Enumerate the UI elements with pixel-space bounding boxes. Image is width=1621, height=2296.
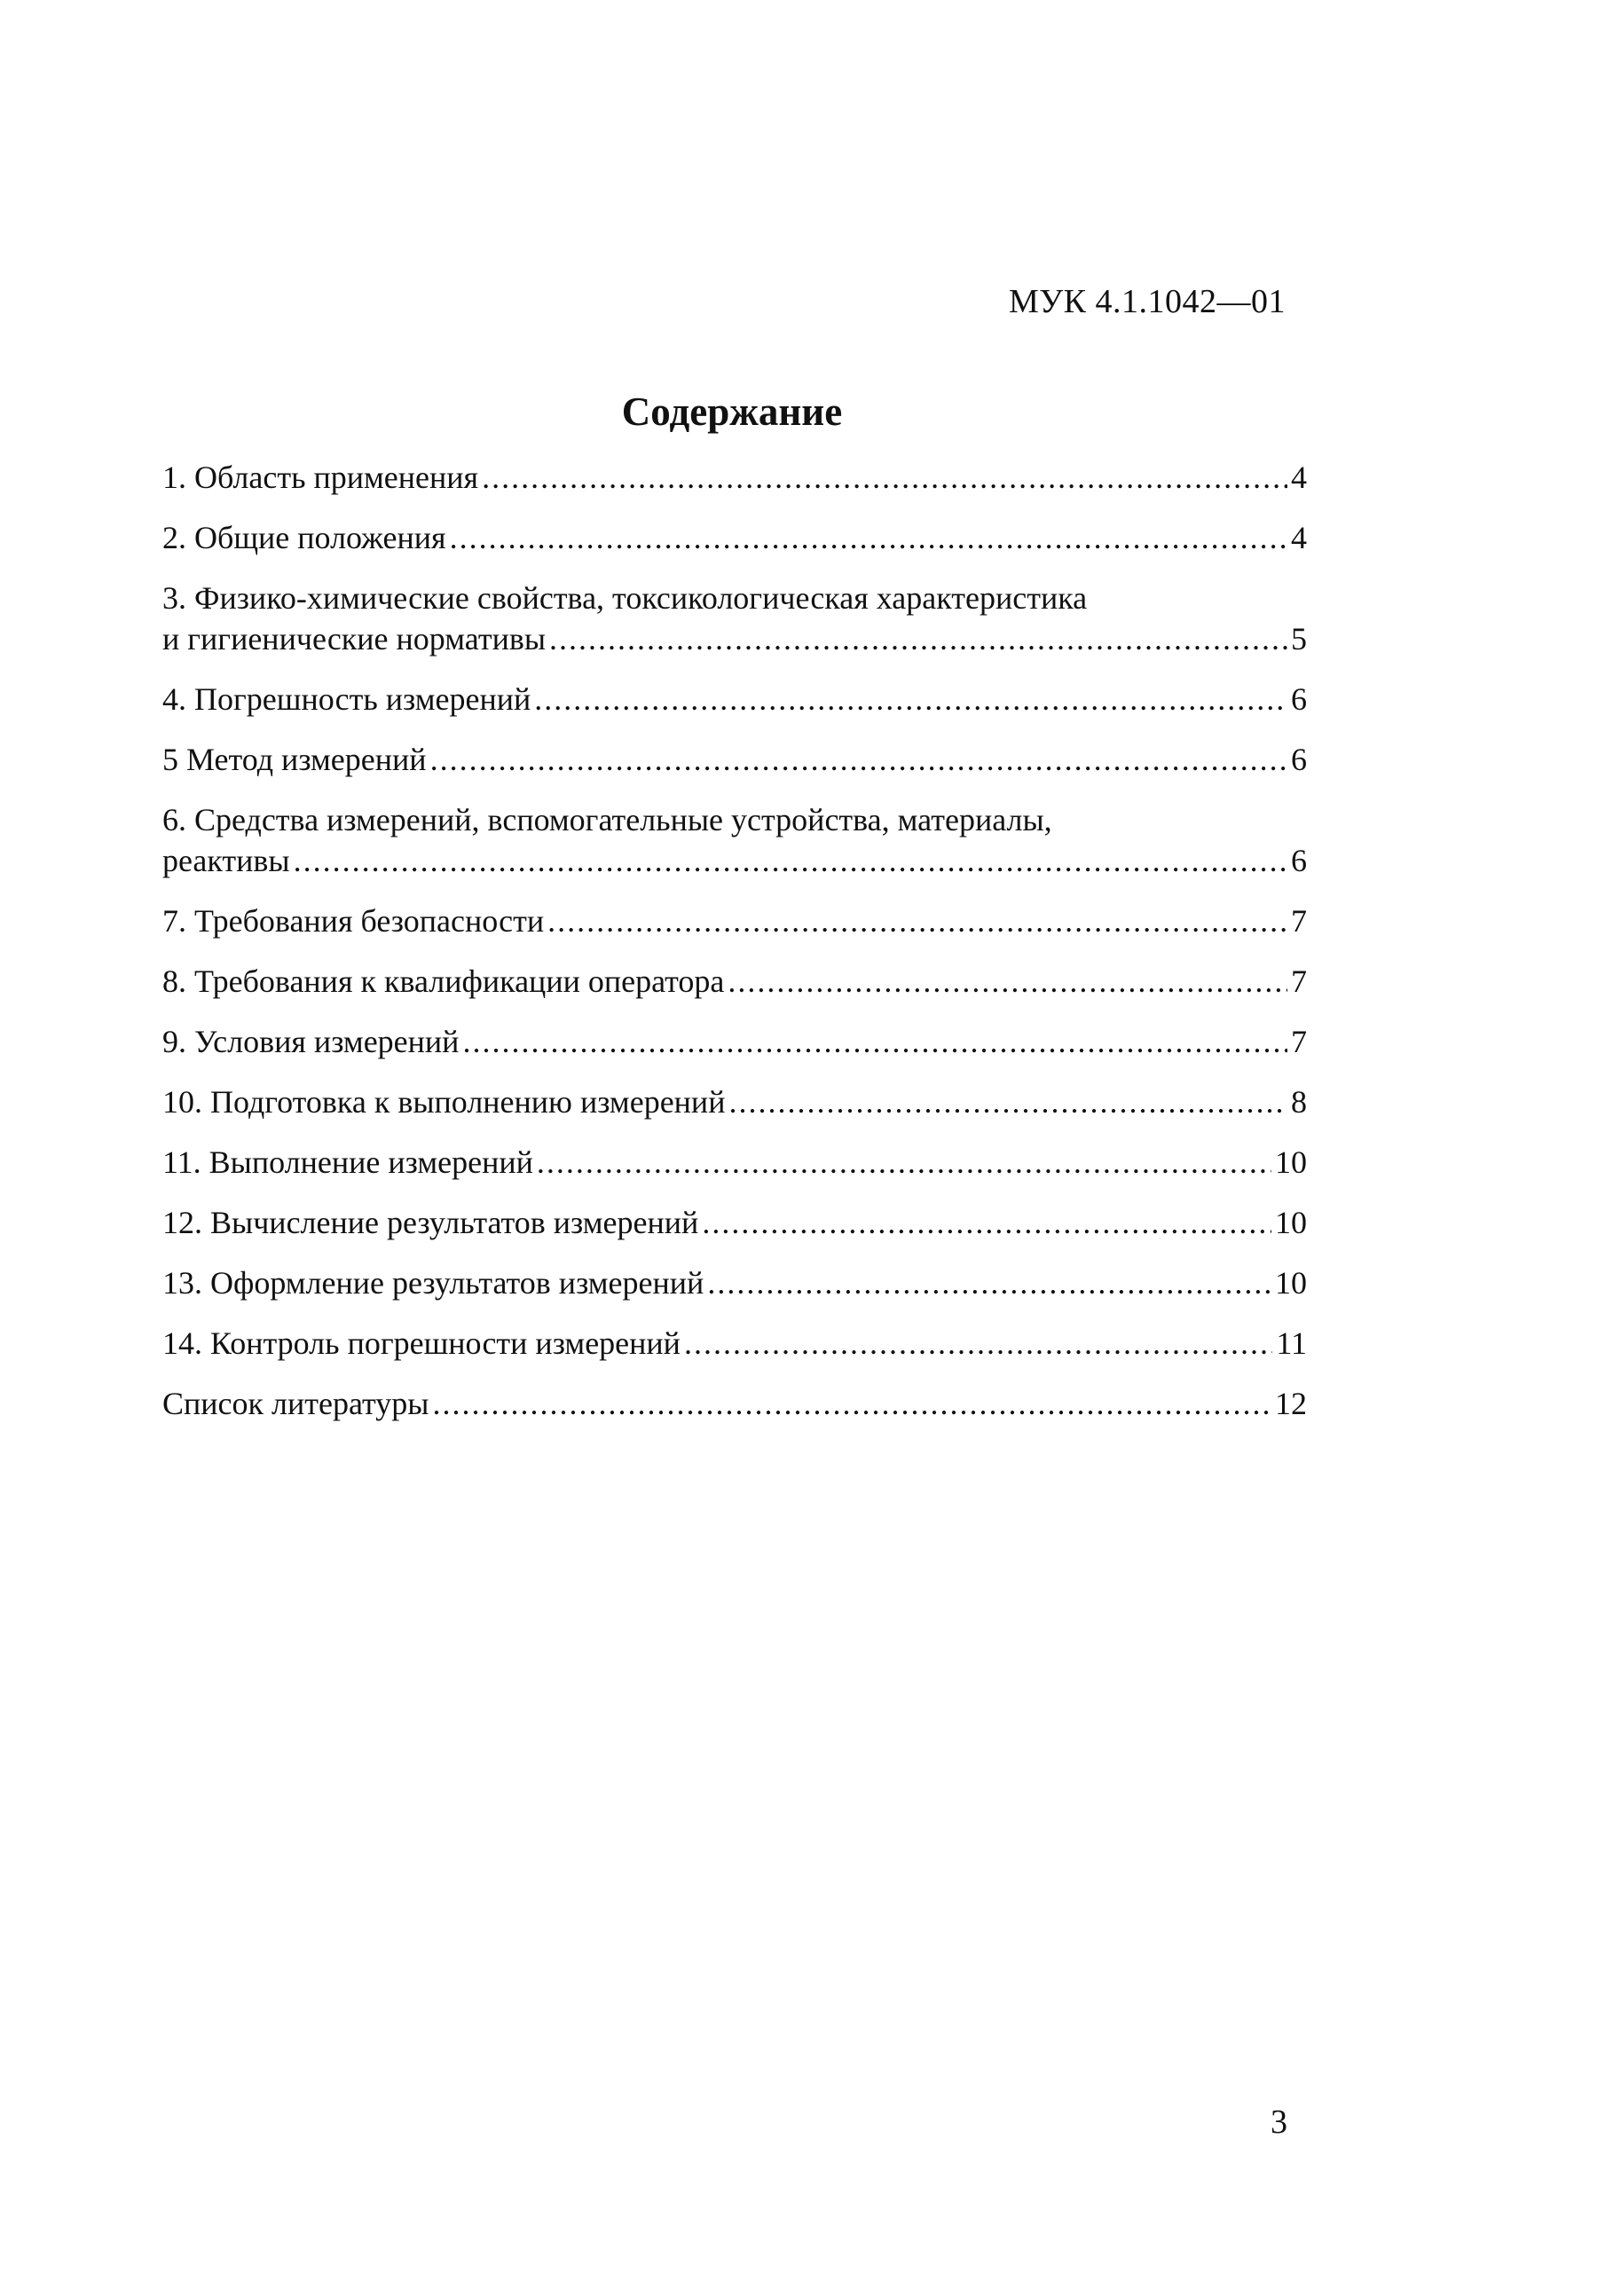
toc-leader-dots bbox=[537, 1142, 1271, 1183]
toc-entry bbox=[162, 1383, 1307, 1424]
toc-leader-dots bbox=[728, 961, 1287, 1002]
toc-entry-line bbox=[162, 1383, 1307, 1424]
toc-entry bbox=[162, 457, 1307, 498]
toc-entry-page: 4 bbox=[1291, 520, 1307, 555]
toc-entry-label: реактивы bbox=[162, 843, 290, 878]
toc-entry-page: 6 bbox=[1291, 742, 1307, 777]
toc-entry bbox=[162, 679, 1307, 719]
toc-leader-dots bbox=[432, 1383, 1271, 1424]
toc-entry-line bbox=[162, 900, 1307, 941]
toc-entry-line bbox=[162, 679, 1307, 719]
toc-leader-dots bbox=[702, 1202, 1271, 1243]
toc-leader-dots bbox=[450, 517, 1287, 558]
toc-entry-line bbox=[162, 457, 1307, 498]
toc-entry-line bbox=[162, 618, 1307, 659]
toc-leader-dots bbox=[430, 739, 1287, 780]
toc-leader-dots bbox=[684, 1323, 1272, 1364]
toc-entry-line bbox=[162, 517, 1307, 558]
toc-leader-dots bbox=[534, 679, 1287, 719]
toc-entry bbox=[162, 1262, 1307, 1303]
toc-entry-page: 8 bbox=[1291, 1084, 1307, 1120]
toc-entry-page: 7 bbox=[1291, 903, 1307, 939]
toc-entry-page: 4 bbox=[1291, 460, 1307, 495]
toc-entry-line bbox=[162, 578, 1307, 618]
toc-leader-dots bbox=[482, 457, 1287, 498]
toc-entry-label: 4. Погрешность измерений bbox=[162, 681, 531, 717]
toc-entry bbox=[162, 799, 1307, 881]
toc-entry-label: 13. Оформление результатов измерений bbox=[162, 1265, 704, 1301]
toc-entry-label: 2. Общие положения bbox=[162, 520, 446, 555]
toc-entry-line bbox=[162, 1142, 1307, 1183]
toc-entry-page: 6 bbox=[1291, 681, 1307, 717]
page-number: 3 bbox=[1271, 2103, 1287, 2141]
toc-entry-page: 5 bbox=[1291, 621, 1307, 657]
toc-entry bbox=[162, 1202, 1307, 1243]
toc-entry-page: 10 bbox=[1275, 1144, 1307, 1180]
toc-entry-page: 11 bbox=[1276, 1325, 1307, 1361]
toc-leader-dots bbox=[707, 1262, 1271, 1303]
toc-entry-line bbox=[162, 1081, 1307, 1122]
toc-entry bbox=[162, 1323, 1307, 1364]
toc-title: Содержание bbox=[621, 389, 843, 434]
table-of-contents bbox=[162, 457, 1307, 1443]
toc-entry-label: 10. Подготовка к выполнению измерений bbox=[162, 1084, 726, 1120]
toc-entry-line bbox=[162, 739, 1307, 780]
toc-entry-page: 10 bbox=[1275, 1205, 1307, 1240]
toc-entry-label: 6. Средства измерений, вспомогательные устройства, материалы, bbox=[162, 802, 1052, 837]
toc-entry-label: и гигиенические нормативы bbox=[162, 621, 547, 657]
toc-entry-page: 7 bbox=[1291, 963, 1307, 999]
toc-entry-page: 6 bbox=[1291, 843, 1307, 878]
toc-leader-dots bbox=[549, 618, 1287, 659]
toc-entry bbox=[162, 739, 1307, 780]
toc-entry-line bbox=[162, 840, 1307, 881]
toc-leader-dots bbox=[462, 1021, 1287, 1062]
toc-entry bbox=[162, 1081, 1307, 1122]
toc-entry-label: 1. Область применения bbox=[162, 460, 479, 495]
toc-entry-label: 14. Контроль погрешности измерений bbox=[162, 1325, 681, 1361]
toc-entry bbox=[162, 961, 1307, 1002]
toc-entry bbox=[162, 1142, 1307, 1183]
toc-entry-label: 11. Выполнение измерений bbox=[162, 1144, 533, 1180]
toc-entry-page: 7 bbox=[1291, 1024, 1307, 1059]
toc-entry-label: 3. Физико-химические свойства, токсикологическая характеристика bbox=[162, 580, 1088, 616]
toc-entry-line bbox=[162, 799, 1307, 840]
toc-entry-line bbox=[162, 1021, 1307, 1062]
toc-entry bbox=[162, 900, 1307, 941]
toc-entry bbox=[162, 1021, 1307, 1062]
toc-entry-label: 5 Метод измерений bbox=[162, 742, 427, 777]
toc-leader-dots bbox=[294, 840, 1287, 881]
toc-leader-dots bbox=[547, 900, 1287, 941]
toc-entry bbox=[162, 578, 1307, 659]
toc-entry-label: 12. Вычисление результатов измерений bbox=[162, 1205, 699, 1240]
toc-entry-line bbox=[162, 1202, 1307, 1243]
toc-entry-page: 10 bbox=[1275, 1265, 1307, 1301]
toc-entry bbox=[162, 517, 1307, 558]
toc-entry-label: 7. Требования безопасности bbox=[162, 903, 545, 939]
toc-entry-line bbox=[162, 1323, 1307, 1364]
toc-leader-dots bbox=[728, 1081, 1287, 1122]
toc-entry-line bbox=[162, 1262, 1307, 1303]
toc-entry-label: 9. Условия измерений bbox=[162, 1024, 460, 1059]
toc-entry-line bbox=[162, 961, 1307, 1002]
toc-entry-label: Список литературы bbox=[162, 1386, 429, 1421]
toc-entry-label: 8. Требования к квалификации оператора bbox=[162, 963, 725, 999]
document-code: МУК 4.1.1042—01 bbox=[1008, 283, 1286, 320]
toc-entry-page: 12 bbox=[1275, 1386, 1307, 1421]
